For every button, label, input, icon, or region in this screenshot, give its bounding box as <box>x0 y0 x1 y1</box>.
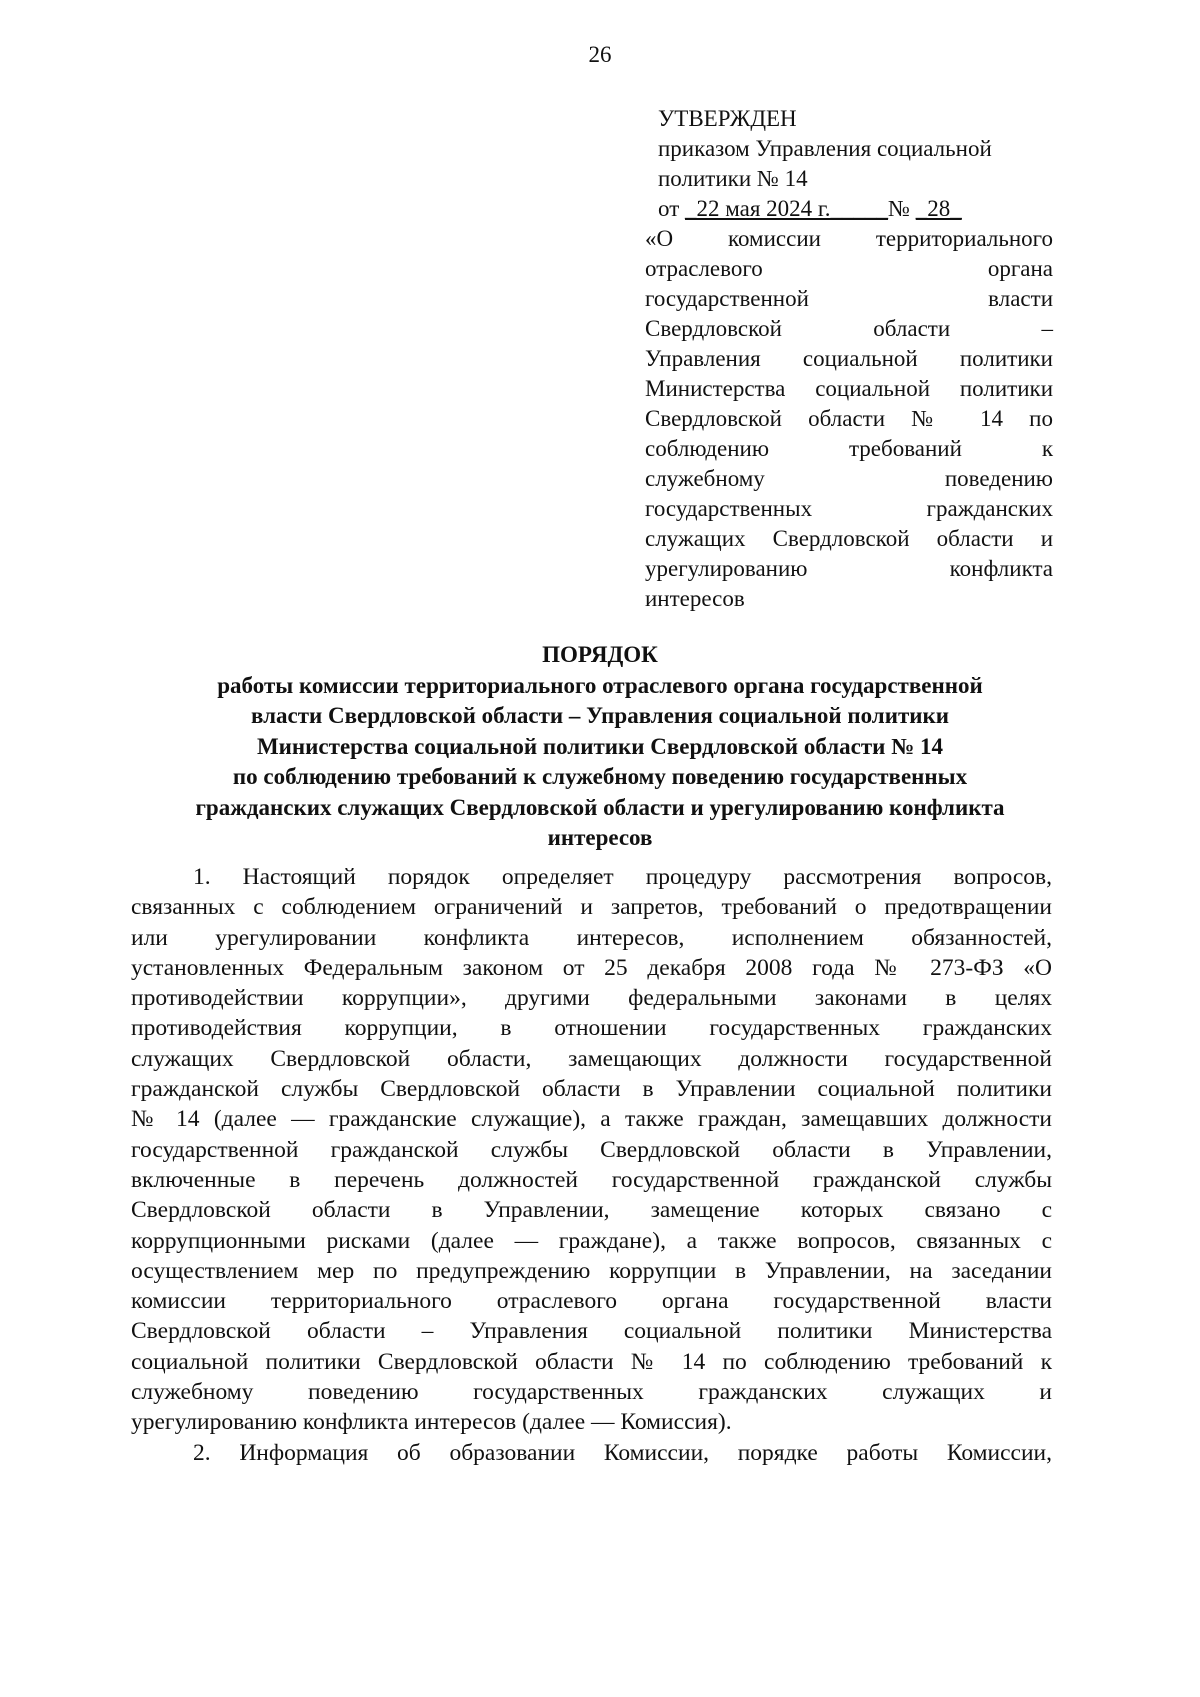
approval-subject-line: государственных гражданских <box>645 496 1053 521</box>
title-line: гражданских служащих Свердловской области и урегулированию конфликта <box>195 794 1005 820</box>
title-line: по соблюдению требований к служебному поведению государственных <box>232 764 968 789</box>
paragraph-line: противодействия коррупции, в отношении государственных гражданских <box>131 1015 1052 1042</box>
title-heading: ПОРЯДОК <box>542 642 658 667</box>
paragraph-line: служебному поведению государственных гражданских служащих и <box>131 1379 1052 1406</box>
paragraph-line: комиссии территориального отраслевого органа государственной власти <box>131 1288 1052 1315</box>
paragraph-line: включенные в перечень должностей государственной гражданской службы <box>131 1166 1052 1193</box>
document-title <box>120 640 1080 854</box>
approval-stamp-block <box>645 104 1053 614</box>
approval-subject-line: интересов <box>645 586 745 611</box>
approval-date: _22 мая 2024 г._____ <box>685 196 889 221</box>
paragraph-line: урегулированию конфликта интересов (далее — Комиссия). <box>131 1409 732 1436</box>
title-line: интересов <box>547 825 653 850</box>
approval-line: приказом Управления социальной <box>658 136 992 161</box>
paragraph-line: социальной политики Свердловской области № 14 по соблюдению требований к <box>131 1348 1052 1375</box>
approval-subject-line: урегулированию конфликта <box>645 556 1053 581</box>
approval-subject-line: Свердловской области № 14 по <box>645 406 1053 431</box>
date-prefix: от <box>658 196 685 221</box>
paragraph-line: 2. Информация об образовании Комиссии, порядке работы Комиссии, <box>193 1439 1052 1466</box>
approval-subject-line: «О комиссии территориального <box>645 226 1053 251</box>
paragraph-line: № 14 (далее — гражданские служащие), а также граждан, замещавших должности <box>131 1106 1052 1133</box>
approval-line: УТВЕРЖДЕН <box>658 106 797 131</box>
approval-subject-line: служащих Свердловской области и <box>645 526 1053 551</box>
paragraph-line: государственной гражданской службы Свердловской области в Управлении, <box>131 1136 1052 1163</box>
approval-line: политики № 14 <box>658 166 808 191</box>
title-line: Министерства социальной политики Свердловской области № 14 <box>256 733 944 759</box>
approval-date-line <box>645 194 1053 224</box>
page-number: 26 <box>588 42 612 67</box>
paragraph-2 <box>131 1438 1052 1468</box>
paragraph-line: связанных с соблюдением ограничений и запретов, требований о предотвращении <box>131 894 1052 921</box>
paragraph-line: гражданской службы Свердловской области в Управлении социальной политики <box>131 1076 1052 1103</box>
title-line: власти Свердловской области – Управления социальной политики <box>250 703 950 728</box>
paragraph-line: установленных Федеральным законом от 25 декабря 2008 года № 273-ФЗ «О <box>131 954 1052 981</box>
approval-subject-line: служебному поведению <box>645 466 1053 491</box>
approval-subject-line: Свердловской области – <box>645 316 1053 341</box>
approval-subject-line: соблюдению требований к <box>645 436 1053 461</box>
paragraph-line: осуществлением мер по предупреждению коррупции в Управлении, на заседании <box>131 1257 1052 1284</box>
paragraph-line: 1. Настоящий порядок определяет процедуру рассмотрения вопросов, <box>193 864 1052 890</box>
approval-subject-line: Управления социальной политики <box>645 346 1053 371</box>
paragraph-line: Свердловской области – Управления социальной политики Министерства <box>131 1318 1052 1345</box>
approval-number: _28_ <box>915 196 962 221</box>
title-line: работы комиссии территориального отраслевого органа государственной <box>217 672 983 698</box>
document-body <box>131 862 1052 1468</box>
approval-subject-line: отраслевого органа <box>645 256 1053 281</box>
paragraph-line: противодействии коррупции», другими федеральными законами в целях <box>131 985 1052 1012</box>
paragraph-line: Свердловской области в Управлении, замещение которых связано с <box>131 1197 1052 1224</box>
paragraph-1 <box>131 862 1052 1438</box>
paragraph-line: служащих Свердловской области, замещающих должности государственной <box>131 1045 1052 1072</box>
paragraph-line: коррупционными рисками (далее — граждане), а также вопросов, связанных с <box>131 1227 1052 1254</box>
approval-subject-line: государственной власти <box>645 286 1053 311</box>
number-prefix: № <box>888 196 916 221</box>
paragraph-line: или урегулировании конфликта интересов, исполнением обязанностей, <box>131 924 1052 951</box>
approval-subject-line: Министерства социальной политики <box>645 376 1053 401</box>
